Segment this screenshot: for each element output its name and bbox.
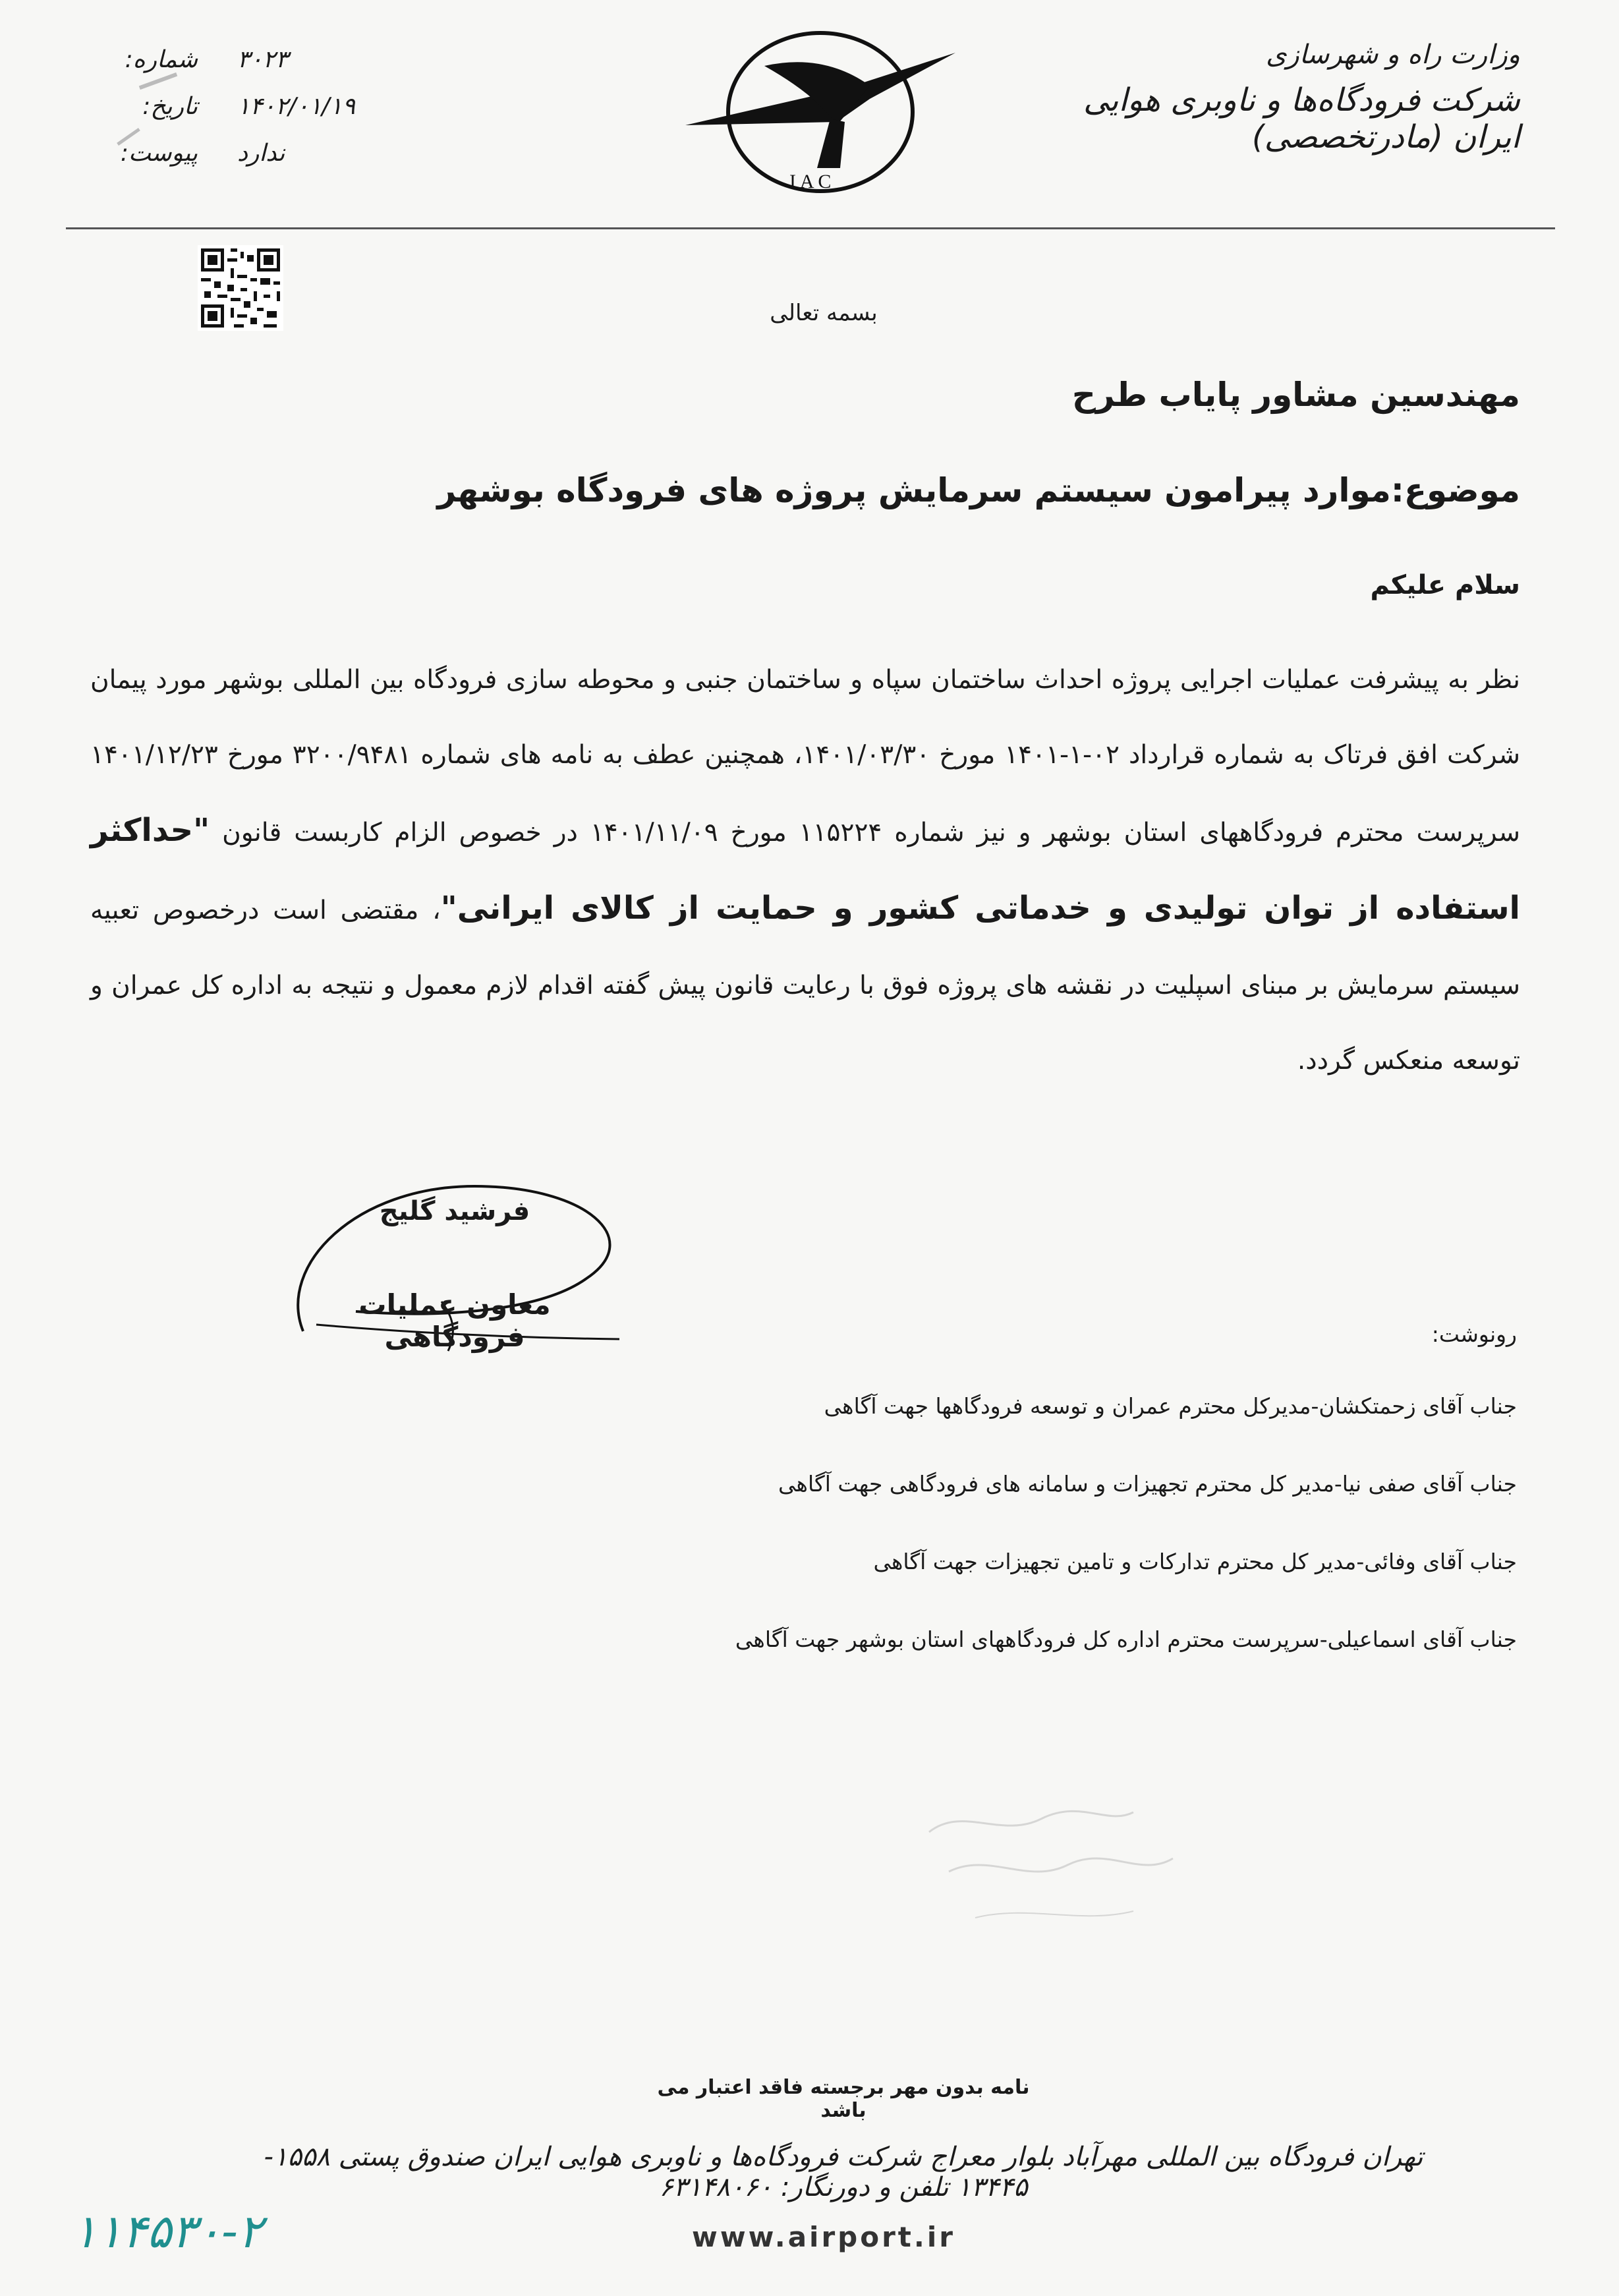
cc-list <box>660 1391 1517 1702</box>
letter-meta <box>112 46 422 187</box>
letter-body <box>90 643 1520 1099</box>
number-label: شماره: <box>125 46 198 73</box>
website: www.airport.ir <box>692 2221 955 2253</box>
logo-letters: I A C <box>789 171 832 192</box>
cc-item: جناب آقای زحمتکشان-مدیرکل محترم عمران و توسعه فرودگاهها جهت آگاهی <box>824 1393 1517 1419</box>
attachment-label: پیوست: <box>120 140 198 167</box>
law-title: "حداکثر استفاده از توان تولیدی و خدماتی کشور و حمایت از کالای ایرانی" <box>90 812 1520 927</box>
cc-label: رونوشت: <box>1431 1321 1517 1347</box>
bismillah: بسمه تعالی <box>770 300 878 326</box>
greeting: سلام علیکم <box>1370 570 1520 600</box>
ministry-name: وزارت راه و شهرسازی <box>1266 40 1520 70</box>
body-part-1: نظر به پیشرفت عملیات اجرایی پروژه احداث ساختمان سپاه و ساختمان جنبی و محوطه سازی فرودگاه بین المللی بوشهر مورد پیمان شرکت افق فرتاک به شماره قرارداد ۰۲-۱-۱۴۰۱ مورخ ۱۴۰۱/۰۳/۳۰، همچنین عطف به نامه های شماره ۳۲۰۰/۹۴۸۱ مورخ ۱۴۰۱/۱۲/۲۳ سرپرست محترم فرودگاههای استان بوشهر و نیز شماره ۱۱۵۲۲۴ مورخ ۱۴۰۱/۱۱/۰۹ در خصوص الزام کاربست قانون <box>90 665 1521 847</box>
handwritten-number: ۱۱۴۵۳۰-۲ <box>72 2204 263 2258</box>
cc-item: جناب آقای صفی نیا-مدیر کل محترم تجهیزات و سامانه های فرودگاهی جهت آگاهی <box>778 1471 1517 1497</box>
company-name: شرکت فرودگاه‌ها و ناوبری هوایی ایران (مادرتخصصی) <box>1083 82 1520 156</box>
attachment-value: ندارد <box>237 140 285 167</box>
header-divider <box>66 227 1555 229</box>
letterhead-org <box>1059 40 1520 156</box>
validity-notice: نامه بدون مهر برجسته فاقد اعتبار می باشد <box>657 2076 1030 2122</box>
cc-item: جناب آقای وفائی-مدیر کل محترم تدارکات و تامین تجهیزات جهت آگاهی <box>873 1549 1517 1574</box>
date-value: ۱۴۰۲/۰۱/۱۹ <box>237 93 355 120</box>
date-label: تاریخ: <box>142 93 198 120</box>
body-part-2: ، مقتضی است درخصوص تعبیه سیستم سرمایش بر مبنای اسپلیت در نقشه های پروژه فوق با رعایت قانون پیش گفته اقدام لازم معمول و نتیجه به اداره کل عمران و توسعه منعکس گردد. <box>90 896 1520 1076</box>
number-value: ۳۰۲۳ <box>237 46 289 73</box>
signer-name: فرشید گلیج <box>379 1196 530 1226</box>
iac-logo <box>672 26 969 211</box>
qr-code-icon <box>198 245 283 331</box>
signer-title: معاون عملیات فرودگاهی <box>358 1288 551 1353</box>
cc-item: جناب آقای اسماعیلی-سرپرست محترم اداره کل فرودگاههای استان بوشهر جهت آگاهی <box>735 1626 1517 1652</box>
faded-bleed-through <box>830 1779 1292 1977</box>
company-address: تهران فرودگاه بین المللی مهرآباد بلوار معراج شرکت فرودگاه‌ها و ناوبری هوایی ایران صندوق پستی ۱۵۵۸- ۱۳۴۴۵ تلفن و دورنگار: ۶۳۱۴۸۰۶۰ <box>264 2142 1423 2202</box>
subject: موضوع:موارد پیرامون سیستم سرمایش پروژه های فرودگاه بوشهر <box>437 471 1520 509</box>
recipient: مهندسین مشاور پایاب طرح <box>1071 376 1520 414</box>
